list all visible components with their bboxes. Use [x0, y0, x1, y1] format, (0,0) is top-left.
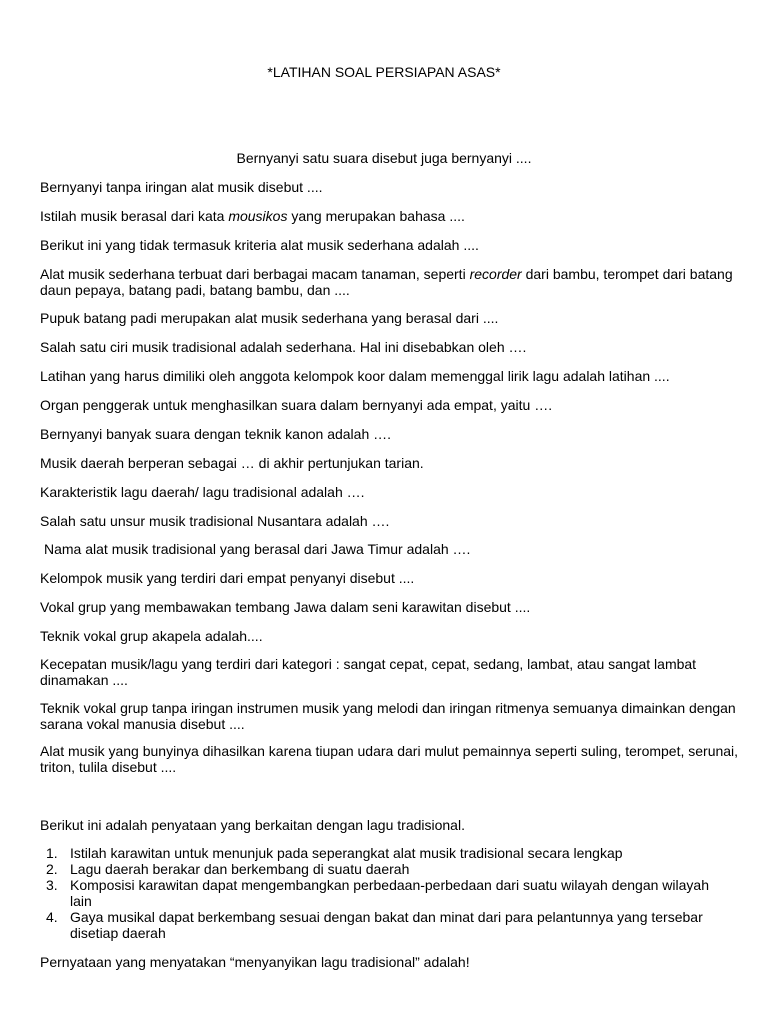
list-item	[40, 845, 740, 861]
question-3	[40, 208, 740, 224]
question-1: Bernyanyi satu suara disebut juga bernyanyi ....	[236, 150, 532, 166]
question-6: Pupuk batang padi merupakan alat musik sederhana yang berasal dari ....	[40, 310, 499, 326]
question-5-italic: recorder	[469, 266, 522, 282]
final-question: Pernyataan yang menyatakan “menyanyikan lagu tradisional” adalah!	[40, 954, 470, 970]
question-3-after: yang merupakan bahasa ....	[287, 208, 465, 224]
list-item-text: Lagu daerah berakar dan berkembang di suatu daerah	[70, 861, 410, 877]
list-item-number: 1.	[46, 845, 58, 861]
list-item-text: Istilah karawitan untuk menunjuk pada seperangkat alat musik tradisional secara lengkap	[70, 845, 623, 861]
question-16: Vokal grup yang membawakan tembang Jawa dalam seni karawitan disebut ....	[40, 599, 531, 615]
question-2: Bernyanyi tanpa iringan alat musik disebut ....	[40, 179, 323, 195]
question-20: Alat musik yang bunyinya dihasilkan karena tiupan udara dari mulut pemainnya seperti suling, terompet, serunai, triton, tulila disebut ....	[40, 743, 739, 775]
question-18: Kecepatan musik/lagu yang terdiri dari kategori : sangat cepat, cepat, sedang, lambat, atau sangat lambat dinamakan ....	[40, 656, 697, 688]
question-14: Nama alat musik tradisional yang berasal dari Jawa Timur adalah ….	[44, 541, 471, 557]
question-8: Latihan yang harus dimiliki oleh anggota kelompok koor dalam memenggal lirik lagu adalah latihan ....	[40, 368, 670, 384]
question-3-italic: mousikos	[228, 208, 288, 224]
question-5	[40, 266, 740, 298]
question-12: Karakteristik lagu daerah/ lagu tradisional adalah ….	[40, 484, 365, 500]
question-13: Salah satu unsur musik tradisional Nusantara adalah ….	[40, 513, 390, 529]
question-19: Teknik vokal grup tanpa iringan instrumen musik yang melodi dan iringan ritmenya semuanya dimainkan dengan sarana vokal manusia disebut ....	[40, 700, 736, 732]
statement-list	[40, 845, 740, 941]
list-item-number: 3.	[46, 877, 58, 893]
list-item	[40, 909, 740, 941]
statement-intro: Berikut ini adalah penyataan yang berkaitan dengan lagu tradisional.	[40, 817, 465, 833]
list-item	[40, 877, 740, 909]
question-10: Bernyanyi banyak suara dengan teknik kanon adalah ….	[40, 426, 392, 442]
question-5-before: Alat musik sederhana terbuat dari berbagai macam tanaman, seperti	[40, 266, 470, 282]
question-17: Teknik vokal grup akapela adalah....	[40, 628, 263, 644]
list-item-number: 4.	[46, 909, 58, 925]
list-item-text: Komposisi karawitan dapat mengembangkan perbedaan-perbedaan dari suatu wilayah dengan wilayah lain	[70, 877, 709, 909]
question-15: Kelompok musik yang terdiri dari empat penyanyi disebut ....	[40, 570, 415, 586]
list-item-number: 2.	[46, 861, 58, 877]
list-item	[40, 861, 740, 877]
question-9: Organ penggerak untuk menghasilkan suara dalam bernyanyi ada empat, yaitu ….	[40, 397, 553, 413]
question-5-after: dari bambu, terompet dari batang daun pepaya, batang padi, batang bambu, dan ....	[40, 266, 733, 298]
question-11: Musik daerah berperan sebagai … di akhir pertunjukan tarian.	[40, 455, 424, 471]
question-4: Berikut ini yang tidak termasuk kriteria alat musik sederhana adalah ....	[40, 237, 479, 253]
question-3-before: Istilah musik berasal dari kata	[40, 208, 229, 224]
list-item-text: Gaya musikal dapat berkembang sesuai dengan bakat dan minat dari para pelantunnya yang tersebar disetiap daerah	[70, 909, 703, 941]
page-title: *LATIHAN SOAL PERSIAPAN ASAS*	[267, 64, 501, 80]
question-7: Salah satu ciri musik tradisional adalah sederhana. Hal ini disebabkan oleh ….	[40, 339, 527, 355]
